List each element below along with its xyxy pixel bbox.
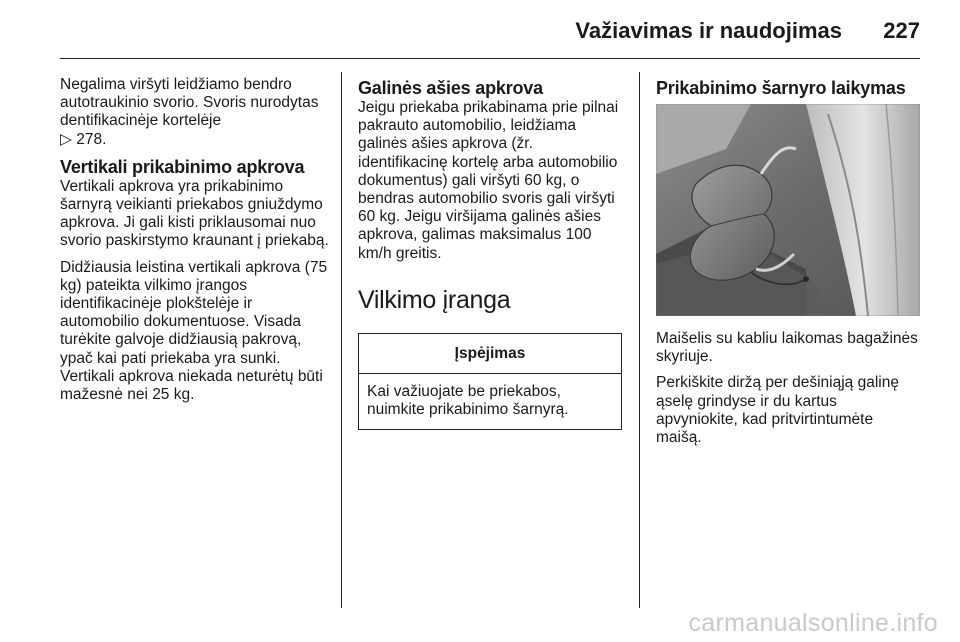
hitch-bag-illustration (656, 104, 920, 316)
column-right (656, 76, 922, 455)
vertical-load-paragraph-1: Vertikali apkrova yra prikabinimo šarnyrą veikianti priekabos gniuždymo apkrova. Ji gali kisti priklausomai nuo svorio paskirstymo kraunant į priekabą. (60, 177, 329, 250)
hitch-storage-heading: Prikabinimo šarnyro laikymas (656, 78, 906, 98)
header-title: Važiavimas ir naudojimas (575, 18, 842, 43)
intro-paragraph (60, 76, 332, 149)
intro-page-ref[interactable]: 278. (76, 130, 107, 148)
page-ref-arrow-icon: ▷ (60, 130, 77, 148)
column-middle (358, 76, 626, 430)
vertical-load-paragraph-2: Didžiausia leistina vertikali apkrova (75 kg) pateikta vilkimo įrangos identifikacinėje plokštelėje ir automobilio dokumentuose. Visada turėkite galvoje didžiausią pakrovą, ypač kai pati priekaba yra sunki. Vertikali apkrova niekada neturėtų būti mažesnė nei 25 kg. (60, 258, 328, 404)
page-header (60, 0, 920, 60)
warning-text: Kai važiuojate be priekabos, nuimkite prikabinimo šarnyrą. (367, 382, 569, 419)
header-rule (60, 58, 920, 59)
figure-caption: Maišelis su kabliu laikomas bagažinės skyriuje. (656, 330, 918, 366)
rear-axle-paragraph: Jeigu priekaba prikabinama prie pilnai pakrauto automobilio, leidžiama galinės ašies apkrova (žr. identifikacinę kortelę arba automobilio dokumentus) gali viršyti 60 kg, o bendras automobilio svoris gali viršyti 60 kg. Jeigu viršijama galinės ašies apkrova, galimas maksimalus 100 km/h greitis. (358, 99, 619, 262)
towing-equipment-heading: Vilkimo įranga (358, 285, 511, 314)
warning-box (358, 333, 622, 430)
vertical-load-heading: Vertikali prikabinimo apkrova (60, 156, 305, 177)
hitch-storage-photo (656, 104, 920, 316)
intro-text: Negalima viršyti leidžiamo bendro autotraukinio svorio. Svoris nurodytas dentifikacinėje kortelėje (60, 76, 319, 130)
column-divider-left (341, 72, 342, 608)
warning-title: Įspėjimas (359, 334, 621, 374)
rear-axle-heading: Galinės ašies apkrova (358, 78, 543, 98)
page-number: 227 (883, 18, 920, 43)
storage-instruction: Perkiškite diržą per dešiniąją galinę ąselę grindyse ir du kartus apvyniokite, kad pritvirtintumėte maišą. (656, 374, 899, 447)
watermark: carmanualsonline.info (688, 609, 938, 637)
column-left (60, 76, 332, 412)
column-divider-right (639, 72, 640, 608)
